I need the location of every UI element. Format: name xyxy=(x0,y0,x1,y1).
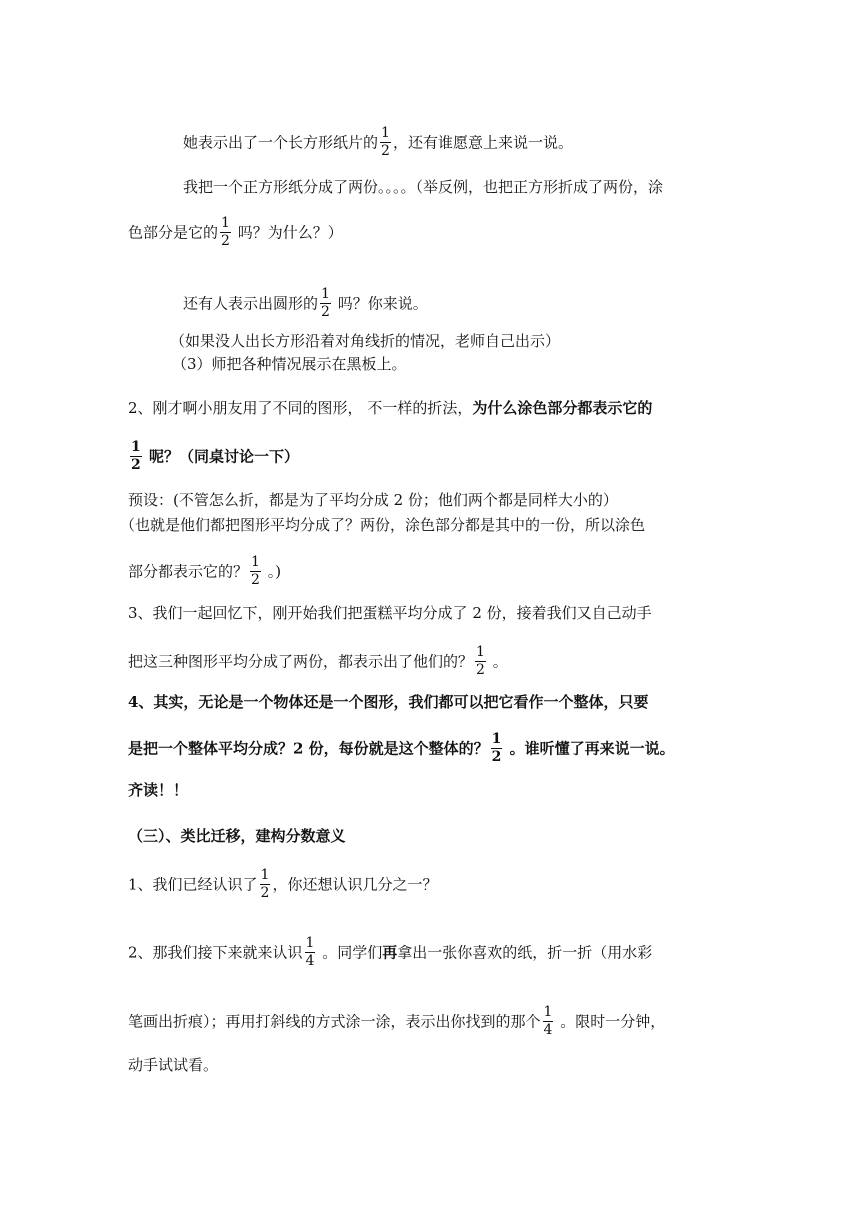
fraction-half: $\frac{1}{2}$ xyxy=(476,644,485,678)
paragraph-rect-half xyxy=(183,127,573,160)
question-4-line3: 齐读！！ xyxy=(128,781,189,799)
fraction-half: $\frac{1}{2}$ xyxy=(491,731,502,765)
section-item-2-line2: 笔画出折痕）；再用打斜线的方式涂一涂，表示出你找到的那个 $\frac{1}{4}$ 。限时一分钟， xyxy=(128,1004,666,1038)
question-3-line1: 3、我们一起回忆下，刚开始我们把蛋糕平均分成了 2 份，接着我们又自己动手 xyxy=(128,604,652,622)
section-heading: （三）、类比迁移，建构分数意义 xyxy=(128,827,346,845)
fraction-quarter: $\frac{1}{4}$ xyxy=(543,1004,553,1038)
fraction-half: $\frac{1}{2}$ xyxy=(260,867,270,901)
preset-line3: 部分都表示它的？ $\frac{1}{2}$ 。) xyxy=(128,554,282,588)
question-4-line2: 是把一个整体平均分成？2 份，每份就是这个整体的？ $\frac{1}{2}$ 。谁听懂了再来说一说。 xyxy=(128,731,675,765)
section-item-2-line1: 2、那我们接下来就来认识 $\frac{1}{4}$ 。同学们再拿出一张你喜欢的纸，折一折（用水彩 xyxy=(128,935,653,969)
paragraph-teacher-note: （如果没人出长方形沿着对角线折的情况，老师自己出示） xyxy=(170,332,561,350)
section-item-2-line3: 动手试试看。 xyxy=(128,1056,219,1074)
section-item-1: 1、我们已经认识了 $\frac{1}{2}$ ，你还想认识几分之一？ xyxy=(128,867,438,901)
fraction-half: $\frac{1}{2}$ xyxy=(321,286,330,320)
question-2-line1: 2、刚才啊小朋友用了不同的图形， 不一样的折法，为什么涂色部分都表示它的 xyxy=(128,399,653,417)
question-3-line2: 把这三种图形平均分成了两份，都表示出了他们的？ $\frac{1}{2}$ 。 xyxy=(128,644,508,678)
text: 她表示出了一个长方形纸片的 xyxy=(183,133,379,152)
preset-line1: 预设：(不管怎么折，都是为了平均分成 2 份；他们两个都是同样大小的） xyxy=(128,491,618,509)
question-2-line2: $\frac{1}{2}$ 呢？（同桌讨论一下） xyxy=(131,439,299,473)
fraction-half: $\frac{1}{2}$ xyxy=(131,439,141,473)
paragraph-square-line1: 我把一个正方形纸分成了两份。。。。（举反例，也把正方形折成了两份，涂 xyxy=(183,178,664,196)
question-4-line1: 4、其实，无论是一个物体还是一个图形，我们都可以把它看作一个整体，只要 xyxy=(128,693,649,711)
fraction-quarter: $\frac{1}{4}$ xyxy=(305,935,315,969)
fraction-half: $\frac{1}{2}$ xyxy=(381,125,390,159)
text: ，还有谁愿意上来说一说。 xyxy=(392,133,573,152)
fraction-half: $\frac{1}{2}$ xyxy=(251,554,260,588)
paragraph-step-3: （3）师把各种情况展示在黑板上。 xyxy=(172,355,407,373)
paragraph-circle-half: 还有人表示出圆形的 $\frac{1}{2}$ 吗？你来说。 xyxy=(183,286,428,320)
paragraph-square-line2: 色部分是它的 $\frac{1}{2}$ 吗？为什么？） xyxy=(128,215,343,249)
fraction-half: $\frac{1}{2}$ xyxy=(221,215,230,249)
preset-line2: （也就是他们都把图形平均分成了？两份，涂色部分都是其中的一份，所以涂色 xyxy=(120,516,646,534)
